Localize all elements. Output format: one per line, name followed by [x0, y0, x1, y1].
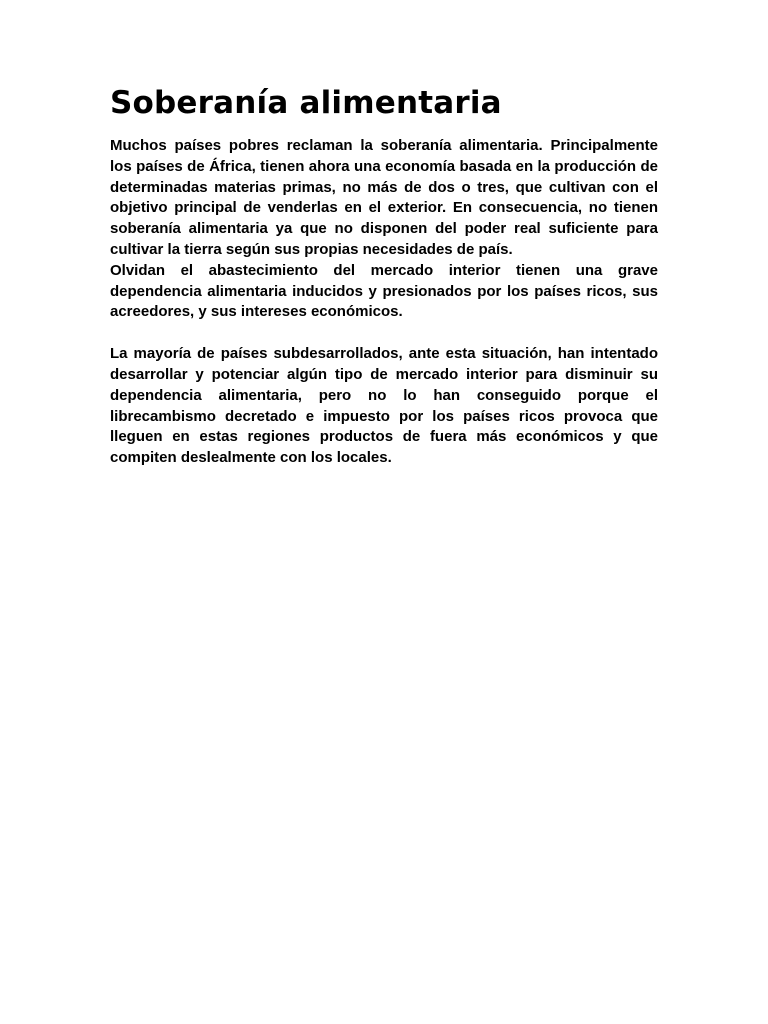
document-title: Soberanía alimentaria	[110, 85, 502, 121]
document-body	[110, 84, 658, 469]
paragraph-spacer	[110, 323, 658, 344]
paragraph-2: Olvidan el abastecimiento del mercado interior tienen una grave dependencia alimentaria inducidos y presionados por los países ricos, sus acreedores, y sus intereses económicos.	[110, 261, 658, 321]
paragraph-1: Muchos países pobres reclaman la soberanía alimentaria. Principalmente los países de África, tienen ahora una economía basada en la producción de determinadas materias primas, no más de dos o tres, que cultivan con el objetivo principal de venderlas en el exterior. En consecuencia, no tienen soberanía alimentaria ya que no disponen del poder real suficiente para cultivar la tierra según sus propias necesidades de país.	[110, 137, 658, 258]
paragraph-3: La mayoría de países subdesarrollados, ante esta situación, han intentado desarrollar y potenciar algún tipo de mercado interior para disminuir su dependencia alimentaria, pero no lo han conseguido porque el librecambismo decretado e impuesto por los países ricos provoca que lleguen en estas regiones productos de fuera más económicos y que compiten deslealmente con los locales.	[110, 345, 658, 467]
